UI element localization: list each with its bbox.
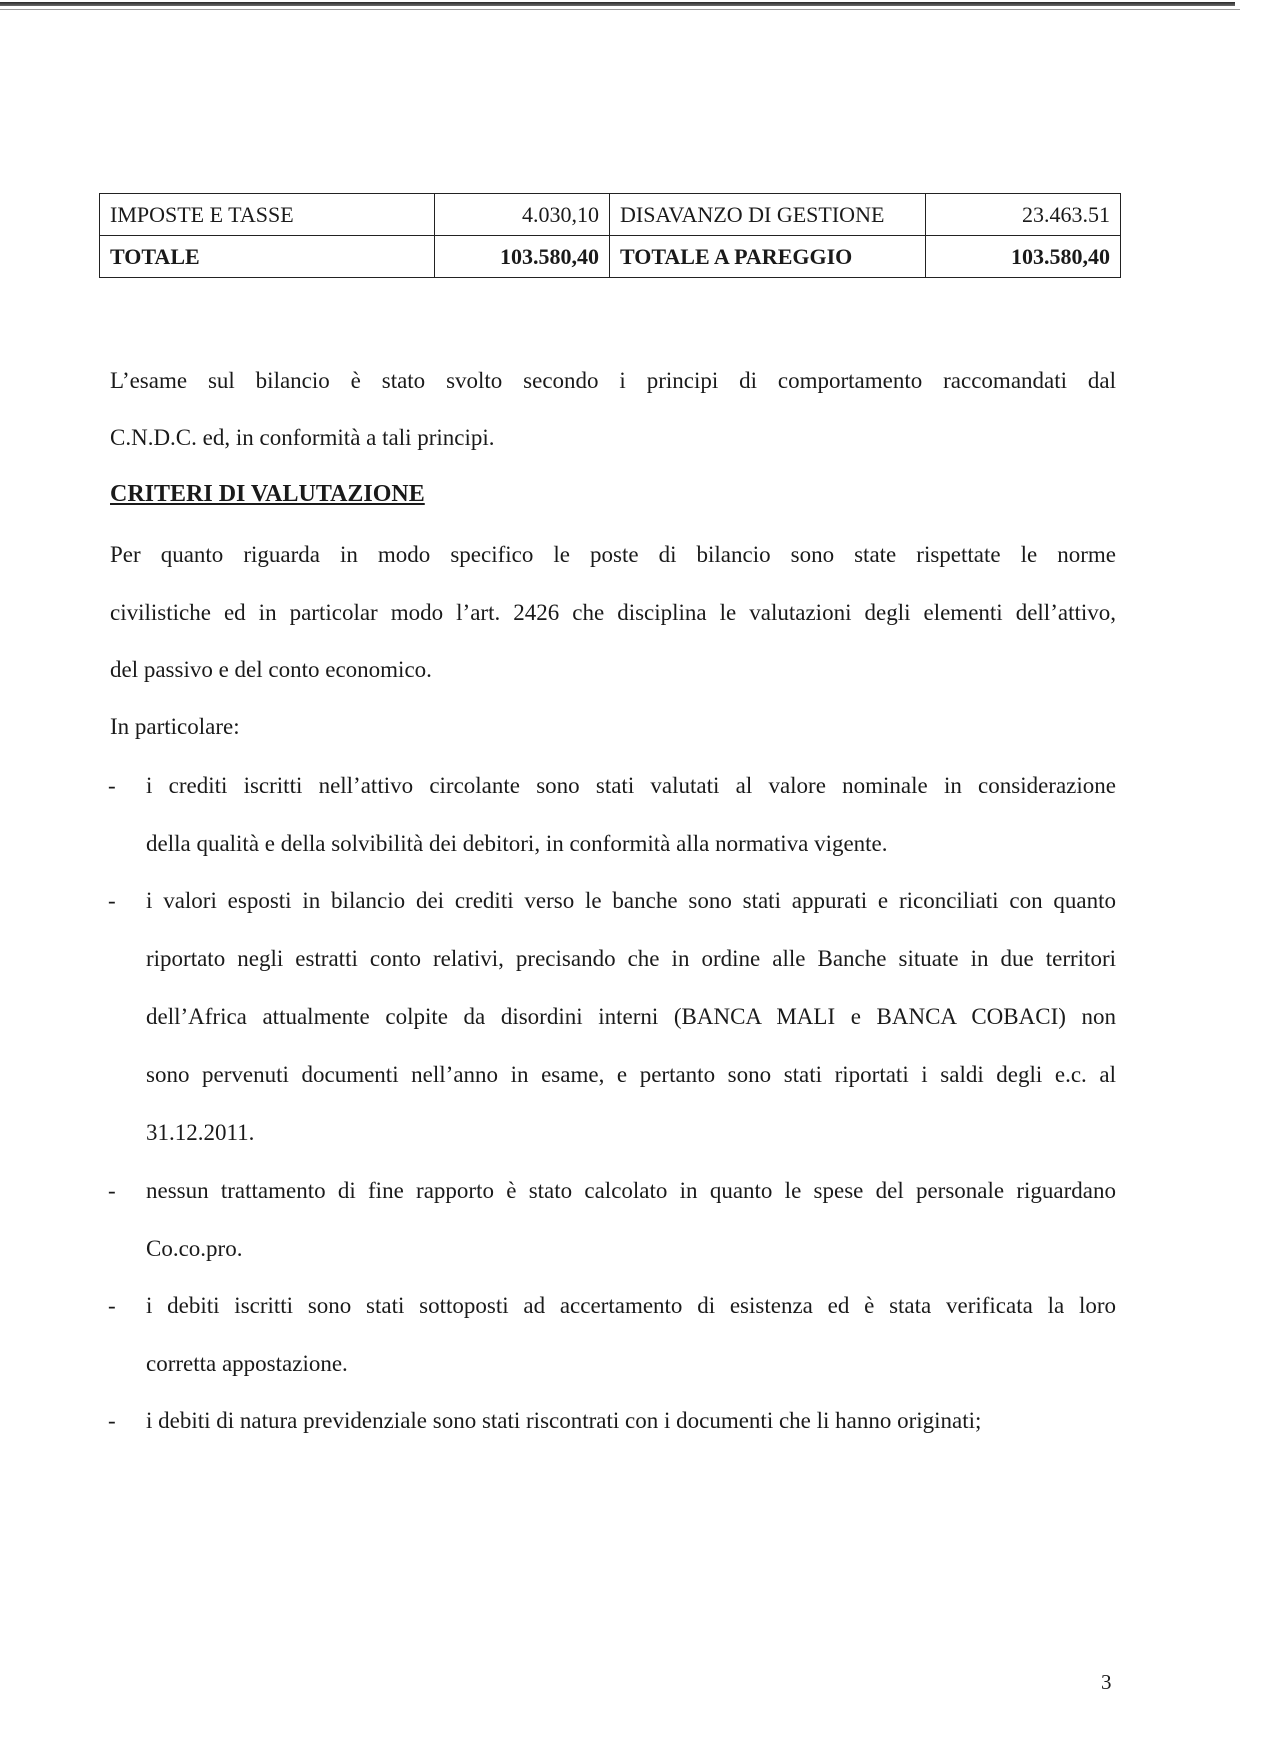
bullet-2-line-4: sono pervenuti documenti nell’anno in esame, e pertanto sono stati riportati i saldi degli e.c. al — [146, 1062, 1116, 1087]
bullet-4-line-2: corretta appostazione. — [146, 1351, 348, 1376]
table-row — [100, 194, 1121, 236]
bullet-marker: - — [108, 773, 116, 798]
bullet-4-line-1: i debiti iscritti sono stati sottoposti ad accertamento di esistenza ed è stata verificata la loro — [146, 1293, 1116, 1318]
bullet-5-line-1: i debiti di natura previdenziale sono stati riscontrati con i documenti che li hanno originati; — [146, 1408, 982, 1433]
cell-label-left: TOTALE — [100, 236, 435, 278]
section-heading: CRITERI DI VALUTAZIONE — [110, 481, 425, 507]
bullet-marker: - — [108, 888, 116, 913]
paragraph-line-2: civilistiche ed in particolar modo l’art. 2426 che disciplina le valutazioni degli elementi dell’attivo, — [110, 600, 1116, 625]
financial-summary-table — [99, 193, 1121, 278]
bullet-3-line-2: Co.co.pro. — [146, 1236, 243, 1261]
bullet-1-line-1: i crediti iscritti nell’attivo circolante sono stati valutati al valore nominale in considerazione — [146, 773, 1116, 798]
cell-value-left: 103.580,40 — [435, 236, 610, 278]
cell-label-left: IMPOSTE E TASSE — [100, 194, 435, 236]
bullet-marker: - — [108, 1408, 116, 1433]
cell-value-left: 4.030,10 — [435, 194, 610, 236]
scan-edge-line — [0, 9, 1240, 10]
cell-label-right: TOTALE A PAREGGIO — [609, 236, 925, 278]
intro-line-2: C.N.D.C. ed, in conformità a tali principi. — [110, 425, 495, 450]
paragraph-line-1: Per quanto riguarda in modo specifico le poste di bilancio sono state rispettate le norme — [110, 542, 1116, 567]
bullet-marker: - — [108, 1178, 116, 1203]
bullet-3-line-1: nessun trattamento di fine rapporto è stato calcolato in quanto le spese del personale riguardano — [146, 1178, 1116, 1203]
bullet-2-line-5: 31.12.2011. — [146, 1120, 255, 1145]
scan-edge-top — [0, 2, 1235, 6]
bullet-2-line-2: riportato negli estratti conto relativi, precisando che in ordine alle Banche situate in due territori — [146, 946, 1116, 971]
cell-value-right: 23.463.51 — [926, 194, 1121, 236]
bullet-2-line-1: i valori esposti in bilancio dei crediti verso le banche sono stati appurati e riconciliati con quanto — [146, 888, 1116, 913]
intro-line-1: L’esame sul bilancio è stato svolto secondo i principi di comportamento raccomandati dal — [110, 368, 1116, 393]
paragraph-line-3: del passivo e del conto economico. — [110, 657, 432, 682]
page-number: 3 — [1101, 1670, 1112, 1694]
cell-label-right: DISAVANZO DI GESTIONE — [609, 194, 925, 236]
in-particolare-label: In particolare: — [110, 714, 240, 739]
cell-value-right: 103.580,40 — [926, 236, 1121, 278]
table-row-total — [100, 236, 1121, 278]
bullet-1-line-2: della qualità e della solvibilità dei debitori, in conformità alla normativa vigente. — [146, 831, 888, 856]
bullet-marker: - — [108, 1293, 116, 1318]
bullet-2-line-3: dell’Africa attualmente colpite da disordini interni (BANCA MALI e BANCA COBACI) non — [146, 1004, 1116, 1029]
